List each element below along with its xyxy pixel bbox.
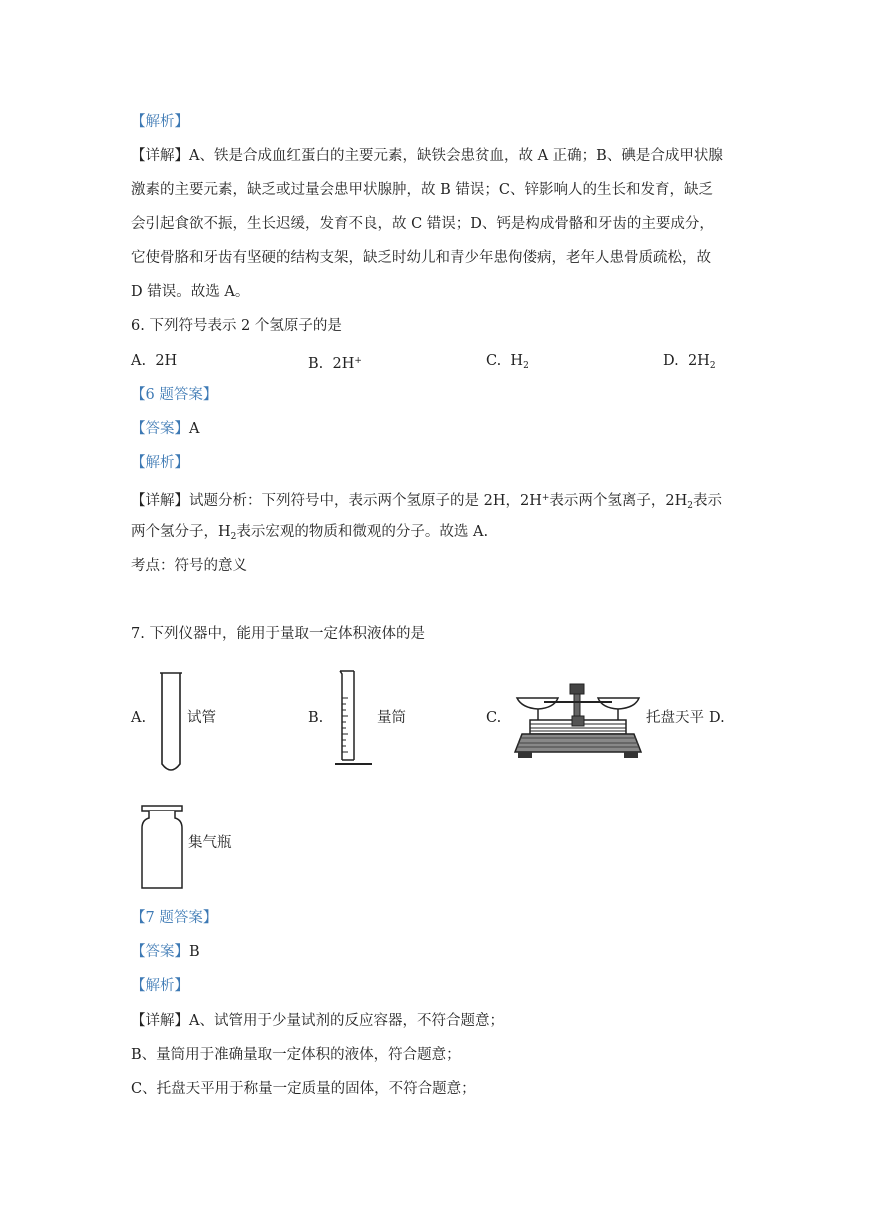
answer-value: A xyxy=(189,421,200,437)
option-b: B. 2H+ xyxy=(308,356,362,372)
answer-tag: 【6 题答案】 xyxy=(131,387,218,403)
option-a-letter: A. xyxy=(131,710,147,726)
detail-line: 【详解】A、铁是合成血红蛋白的主要元素，缺铁会患贫血，故 A 正确；B、碘是合成甲状腺 xyxy=(131,148,723,164)
question-6: 6. 下列符号表示 2 个氢原子的是 xyxy=(131,318,342,334)
analysis-tag: 【解析】 xyxy=(131,455,189,471)
balance-scale-icon xyxy=(514,680,642,762)
option-d-letter: D. xyxy=(709,710,725,726)
option-c: C. $H_2$ xyxy=(486,353,529,371)
detail-line: B、量筒用于准确量取一定体积的液体，符合题意； xyxy=(131,1047,461,1063)
detail-line: C、托盘天平用于称量一定质量的固体，不符合题意； xyxy=(131,1081,476,1097)
detail-line: D 错误。故选 A。 xyxy=(131,284,250,300)
analysis-tag: 【解析】 xyxy=(131,978,189,994)
test-tube-icon xyxy=(158,670,184,776)
detail-line: 两个氢分子，$H_2$表示宏观的物质和微观的分子。故选 A. xyxy=(131,524,489,542)
analysis-tag: 【解析】 xyxy=(131,114,189,130)
gas-jar-icon xyxy=(139,804,185,890)
option-b-letter: B. xyxy=(308,710,324,726)
graduated-cylinder-icon xyxy=(332,668,376,772)
option-b-label: 量筒 xyxy=(377,710,406,726)
answer-line xyxy=(131,942,200,962)
option-a-label: 试管 xyxy=(187,710,216,726)
option-d-label: 集气瓶 xyxy=(188,835,232,851)
kaodian: 考点：符号的意义 xyxy=(131,558,247,574)
detail-line: 【详解】试题分析：下列符号中，表示两个氢原子的是 2H，2H+表示两个氢离子，$2H_2$表示 xyxy=(131,493,723,511)
answer-line xyxy=(131,419,199,439)
answer-prefix: 【答案】 xyxy=(131,944,189,960)
answer-prefix: 【答案】 xyxy=(131,421,189,437)
question-7: 7. 下列仪器中，能用于量取一定体积液体的是 xyxy=(131,626,425,642)
answer-value: B xyxy=(189,944,200,960)
detail-line: 激素的主要元素，缺乏或过量会患甲状腺肿，故 B 错误；C、锌影响人的生长和发育，缺乏 xyxy=(131,182,713,198)
option-c-letter: C. xyxy=(486,710,502,726)
detail-line: 【详解】A、试管用于少量试剂的反应容器，不符合题意； xyxy=(131,1013,504,1029)
option-c-label: 托盘天平 xyxy=(646,710,704,726)
detail-line: 会引起食欲不振，生长迟缓，发育不良，故 C 错误；D、钙是构成骨骼和牙齿的主要成分， xyxy=(131,216,714,232)
answer-tag: 【7 题答案】 xyxy=(131,910,218,926)
option-d: D. $2H_2$ xyxy=(663,353,716,371)
detail-line: 它使骨胳和牙齿有坚硬的结构支架，缺乏时幼儿和青少年患佝偻病，老年人患骨质疏松，故 xyxy=(131,250,711,266)
option-a: A. 2H xyxy=(131,353,178,369)
